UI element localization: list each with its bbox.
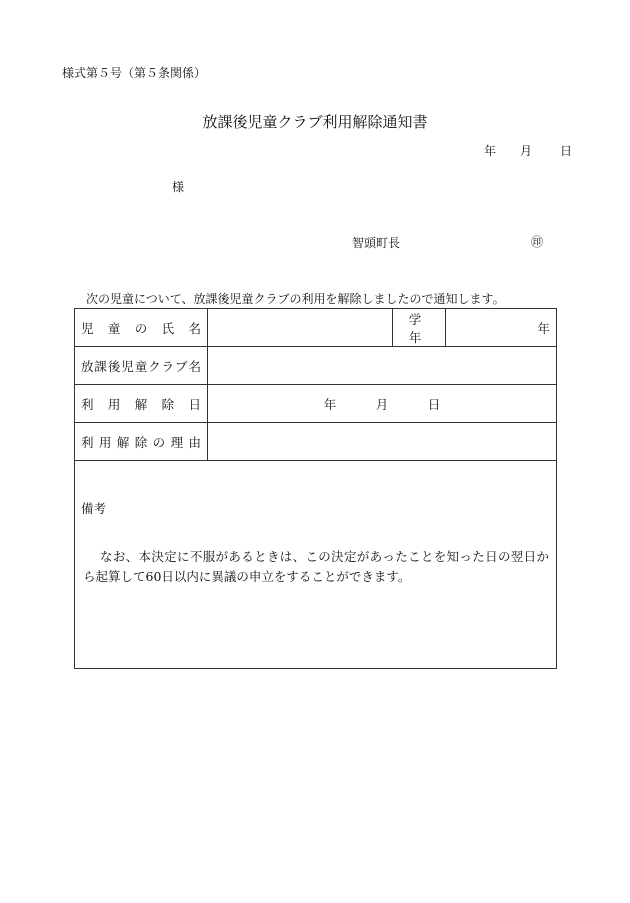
intro-text: 次の児童について、放課後児童クラブの利用を解除しましたので通知します。	[86, 292, 505, 306]
issue-date	[484, 142, 572, 159]
addressee-suffix: 様	[172, 180, 185, 194]
reason-field[interactable]	[208, 423, 557, 461]
document-title: 放課後児童クラブ利用解除通知書	[202, 113, 428, 131]
remarks-text: なお、本決定に不服があるときは、この決定があったことを知った日の翌日から起算して60日以内に異議の申立をすることができます。	[83, 549, 549, 584]
seal-mark: ㊞	[531, 235, 544, 249]
cancel-date-year: 年	[323, 396, 337, 412]
cancel-date-label: 利用解除日	[75, 385, 208, 423]
table-row	[75, 385, 557, 423]
reason-label: 利用解除の理由	[75, 423, 208, 461]
grade-label: 学年	[393, 309, 446, 347]
remarks-title: 備考	[81, 501, 107, 516]
child-name-field[interactable]	[208, 309, 393, 347]
form-number: 様式第５号（第５条関係）	[62, 66, 207, 80]
club-name-field[interactable]	[208, 347, 557, 385]
table-row	[75, 309, 557, 347]
issue-date-year: 年	[484, 144, 497, 158]
child-name-label: 児童の氏名	[75, 309, 208, 347]
issue-date-month: 月	[520, 144, 533, 158]
remarks-box	[75, 461, 557, 669]
notice-table	[74, 308, 557, 669]
issue-date-day: 日	[560, 144, 573, 158]
grade-field[interactable]: 年	[446, 309, 557, 347]
table-row	[75, 423, 557, 461]
table-row	[75, 461, 557, 669]
cancel-date-day: 日	[427, 396, 441, 412]
cancel-date-month: 月	[375, 396, 389, 412]
issuer-name: 智頭町長	[352, 236, 401, 250]
table-row	[75, 347, 557, 385]
cancel-date-field[interactable]	[208, 385, 557, 423]
club-name-label: 放課後児童クラブ名	[75, 347, 208, 385]
